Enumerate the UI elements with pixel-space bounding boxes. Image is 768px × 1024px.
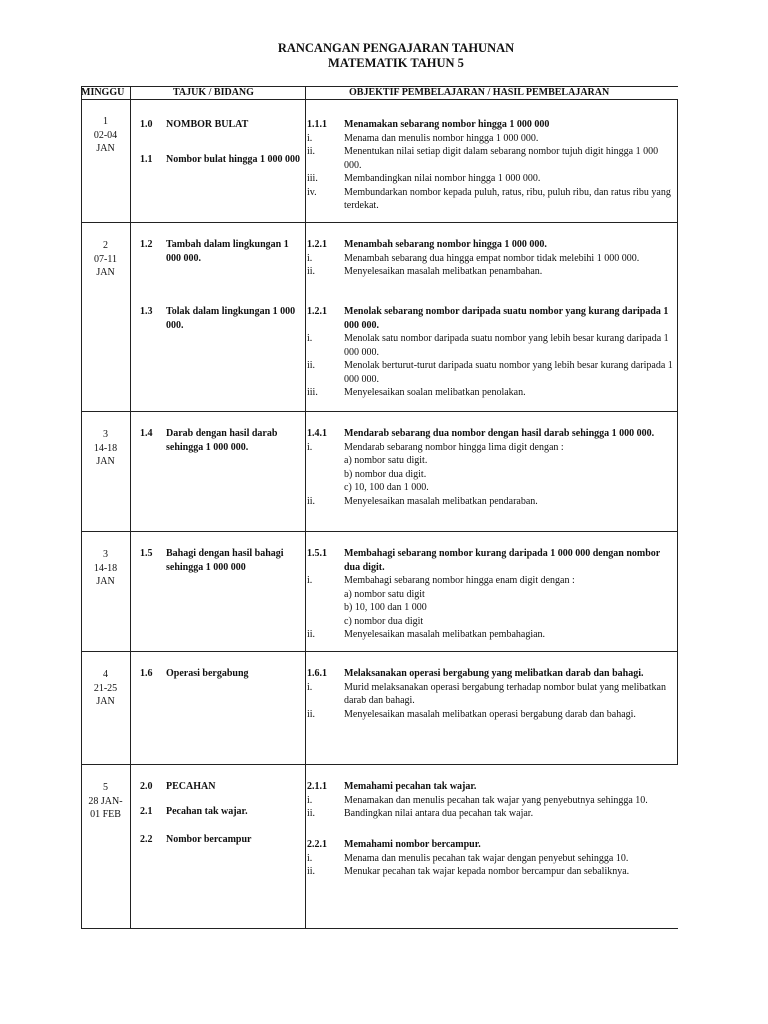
header-topic: TAJUK / BIDANG bbox=[173, 87, 254, 98]
item-text: Menyelesaikan masalah melibatkan pembahagian. bbox=[344, 629, 546, 640]
week-line: 01 FEB bbox=[90, 809, 121, 820]
topic-number: 1.5 bbox=[140, 548, 153, 559]
week-line: 3 bbox=[103, 549, 108, 560]
week-line: 21-25 bbox=[93, 682, 118, 694]
item-label: i. bbox=[307, 575, 313, 586]
objective-item bbox=[307, 132, 677, 146]
topic-number: 2.0 bbox=[140, 781, 153, 792]
objective-block bbox=[307, 238, 677, 279]
topic-number: 2.1 bbox=[140, 806, 153, 817]
table-row-divider bbox=[81, 411, 678, 412]
objective-number: 1.2.1 bbox=[307, 239, 327, 250]
table-row-divider bbox=[81, 928, 678, 929]
topic-text: Nombor bulat hingga 1 000 000 bbox=[166, 154, 301, 165]
item-label: ii. bbox=[307, 495, 316, 507]
lesson-plan-table bbox=[81, 86, 678, 928]
objective-number: 1.2.1 bbox=[307, 306, 327, 317]
objective-block bbox=[307, 780, 677, 821]
objective-item bbox=[307, 386, 677, 400]
objective-item bbox=[307, 681, 677, 708]
objective-item bbox=[307, 628, 677, 642]
week-line: 28 JAN- bbox=[88, 795, 123, 807]
topic-number: 2.2 bbox=[140, 834, 153, 845]
table-divider-week bbox=[130, 86, 131, 928]
item-label: iii. bbox=[307, 387, 318, 398]
topic-text: PECAHAN bbox=[166, 781, 216, 792]
week-line: 4 bbox=[103, 669, 108, 680]
objective-heading bbox=[307, 118, 677, 132]
objective-number: 1.6.1 bbox=[307, 668, 327, 679]
topic-text: Darab dengan hasil darab sehingga 1 000 000. bbox=[166, 428, 278, 453]
item-label: ii. bbox=[307, 629, 316, 640]
week-line: 3 bbox=[103, 429, 108, 440]
topic-text: Nombor bercampur bbox=[166, 834, 252, 845]
item-label: i. bbox=[307, 252, 313, 264]
item-label: ii. bbox=[307, 266, 316, 277]
item-subpoint: b) nombor dua digit. bbox=[344, 468, 427, 480]
objective-title: Melaksanakan operasi bergabung yang melibatkan darab dan bahagi. bbox=[344, 668, 644, 679]
objective-title: Menambah sebarang nombor hingga 1 000 000. bbox=[344, 239, 547, 250]
item-label: ii. bbox=[307, 708, 316, 720]
week-line: 02-04 bbox=[93, 129, 118, 141]
objective-title: Menolak sebarang nombor daripada suatu nombor yang kurang daripada 1 000 000. bbox=[344, 306, 669, 331]
item-label: ii. bbox=[307, 360, 316, 371]
objective-block bbox=[307, 305, 677, 400]
objective-block bbox=[307, 118, 677, 213]
objective-number: 1.4.1 bbox=[307, 428, 327, 439]
table-header-divider bbox=[81, 99, 678, 100]
topic-number: 1.4 bbox=[140, 428, 153, 439]
topic-text: NOMBOR BULAT bbox=[166, 119, 249, 130]
objective-item bbox=[307, 852, 677, 866]
item-text: Menama dan menulis nombor hingga 1 000 000. bbox=[344, 132, 539, 144]
objective-item bbox=[307, 574, 677, 588]
table-divider-topic bbox=[305, 86, 306, 928]
objective-block bbox=[307, 667, 677, 721]
item-text: Menyelesaikan soalan melibatkan penolakan. bbox=[344, 387, 526, 398]
objective-heading bbox=[307, 238, 677, 252]
objective-title: Membahagi sebarang nombor kurang daripada 1 000 000 dengan nombor dua digit. bbox=[344, 548, 661, 573]
item-label: i. bbox=[307, 794, 313, 806]
objective-item bbox=[307, 708, 677, 722]
item-text: Bandingkan nilai antara dua pecahan tak wajar. bbox=[344, 808, 534, 819]
week-line: JAN bbox=[96, 143, 115, 154]
objective-item bbox=[307, 265, 677, 279]
objective-heading bbox=[307, 838, 677, 852]
week-line: 5 bbox=[103, 782, 108, 793]
week-cell bbox=[81, 668, 130, 709]
item-text: Menyelesaikan masalah melibatkan pendaraban. bbox=[344, 495, 538, 507]
item-label: iii. bbox=[307, 173, 318, 184]
item-label: i. bbox=[307, 852, 313, 864]
table-border-right bbox=[677, 99, 678, 223]
week-cell bbox=[81, 239, 130, 280]
topic-number: 1.3 bbox=[140, 306, 153, 317]
week-line: JAN bbox=[96, 267, 115, 278]
objective-title: Mendarab sebarang dua nombor dengan hasil darab sehingga 1 000 000. bbox=[344, 428, 655, 439]
item-label: iv. bbox=[307, 186, 317, 198]
objective-block bbox=[307, 547, 677, 642]
objective-item bbox=[307, 441, 677, 455]
objective-number: 1.1.1 bbox=[307, 119, 327, 130]
item-text: Membundarkan nombor kepada puluh, ratus, ribu, puluh ribu, dan ratus ribu yang terdekat. bbox=[344, 186, 671, 211]
item-label: i. bbox=[307, 132, 313, 144]
objective-title: Menamakan sebarang nombor hingga 1 000 000 bbox=[344, 119, 550, 130]
item-text: Murid melaksanakan operasi bergabung terhadap nombor bulat yang melibatkan darab dan bahagi. bbox=[344, 681, 666, 706]
objective-item bbox=[307, 252, 677, 266]
objective-heading bbox=[307, 667, 677, 681]
table-row-divider bbox=[81, 651, 678, 652]
week-cell bbox=[81, 548, 130, 589]
week-line: JAN bbox=[96, 576, 115, 587]
item-label: i. bbox=[307, 681, 313, 693]
objective-item bbox=[307, 172, 677, 186]
topic-text: Tambah dalam lingkungan 1 000 000. bbox=[166, 239, 289, 264]
objective-heading bbox=[307, 547, 677, 574]
item-text: Mendarab sebarang nombor hingga lima digit dengan : bbox=[344, 441, 564, 453]
item-subpoint: a) nombor satu digit bbox=[344, 588, 425, 600]
item-text: Menambah sebarang dua hingga empat nombor tidak melebihi 1 000 000. bbox=[344, 252, 640, 264]
table-border-right bbox=[677, 532, 678, 652]
week-line: JAN bbox=[96, 696, 115, 707]
objective-number: 1.5.1 bbox=[307, 548, 327, 559]
table-border-right bbox=[677, 223, 678, 412]
objective-title: Memahami nombor bercampur. bbox=[344, 839, 481, 850]
item-text: Menukar pecahan tak wajar kepada nombor bercampur dan sebaliknya. bbox=[344, 866, 630, 877]
week-cell bbox=[81, 428, 130, 469]
item-text: Menolak satu nombor daripada suatu nombor yang lebih besar kurang daripada 1 000 000. bbox=[344, 333, 669, 358]
objective-item bbox=[307, 186, 677, 213]
document-title: RANCANGAN PENGAJARAN TAHUNAN bbox=[277, 41, 515, 55]
item-subpoint: c) nombor dua digit bbox=[344, 615, 424, 627]
objective-title: Memahami pecahan tak wajar. bbox=[344, 781, 477, 792]
item-label: ii. bbox=[307, 146, 316, 157]
objective-item bbox=[307, 332, 677, 359]
objective-item bbox=[307, 794, 677, 808]
objective-block bbox=[307, 838, 677, 879]
week-line: JAN bbox=[96, 456, 115, 467]
table-border-right bbox=[677, 652, 678, 765]
table-border-right bbox=[677, 412, 678, 532]
item-text: Menyelesaikan masalah melibatkan operasi bergabung darab dan bahagi. bbox=[344, 708, 636, 720]
topic-text: Tolak dalam lingkungan 1 000 000. bbox=[166, 306, 296, 331]
item-label: ii. bbox=[307, 866, 316, 877]
header-objective: OBJEKTIF PEMBELAJARAN / HASIL PEMBELAJARAN bbox=[349, 87, 610, 98]
item-label: ii. bbox=[307, 808, 316, 819]
topic-number: 1.0 bbox=[140, 119, 153, 130]
week-cell bbox=[81, 115, 130, 156]
item-text: Menama dan menulis pecahan tak wajar dengan penyebut sehingga 10. bbox=[344, 852, 629, 864]
objective-heading bbox=[307, 427, 677, 441]
objective-item bbox=[307, 359, 677, 386]
item-label: i. bbox=[307, 441, 313, 453]
topic-number: 1.6 bbox=[140, 668, 153, 679]
topic-text: Bahagi dengan hasil bahagi sehingga 1 000 000 bbox=[166, 548, 284, 573]
objective-block bbox=[307, 427, 677, 508]
week-cell bbox=[81, 781, 130, 822]
objective-item bbox=[307, 807, 677, 821]
week-line: 07-11 bbox=[94, 253, 117, 265]
objective-heading bbox=[307, 305, 677, 332]
item-label: i. bbox=[307, 333, 313, 344]
item-text: Menyelesaikan masalah melibatkan penambahan. bbox=[344, 266, 543, 277]
item-text: Membahagi sebarang nombor hingga enam digit dengan : bbox=[344, 575, 575, 586]
week-line: 2 bbox=[103, 240, 108, 251]
topic-number: 1.2 bbox=[140, 239, 153, 250]
table-row-divider bbox=[81, 531, 678, 532]
item-text: Menamakan dan menulis pecahan tak wajar yang penyebutnya sehingga 10. bbox=[344, 794, 648, 806]
objective-number: 2.2.1 bbox=[307, 839, 327, 850]
item-subpoint: c) 10, 100 dan 1 000. bbox=[344, 482, 429, 493]
item-text: Menentukan nilai setiap digit dalam sebarang nombor tujuh digit hingga 1 000 000. bbox=[344, 146, 659, 171]
item-subpoint: b) 10, 100 dan 1 000 bbox=[344, 602, 427, 613]
topic-number: 1.1 bbox=[140, 154, 153, 165]
week-line: 14-18 bbox=[93, 442, 118, 454]
week-line: 14-18 bbox=[93, 562, 118, 574]
item-text: Membandingkan nilai nombor hingga 1 000 000. bbox=[344, 173, 541, 184]
table-row-divider bbox=[81, 222, 678, 223]
objective-item bbox=[307, 495, 677, 509]
item-text: Menolak berturut-turut daripada suatu nombor yang lebih besar kurang daripada 1 000 000. bbox=[344, 360, 673, 385]
objective-heading bbox=[307, 780, 677, 794]
topic-text: Operasi bergabung bbox=[166, 668, 249, 679]
objective-item bbox=[307, 145, 677, 172]
header-week: MINGGU bbox=[81, 87, 125, 98]
objective-number: 2.1.1 bbox=[307, 781, 327, 792]
table-row-divider bbox=[81, 764, 678, 765]
document-subtitle: MATEMATIK TAHUN 5 bbox=[328, 56, 464, 70]
item-subpoint: a) nombor satu digit. bbox=[344, 455, 428, 466]
week-line: 1 bbox=[103, 116, 108, 127]
objective-item bbox=[307, 865, 677, 879]
topic-text: Pecahan tak wajar. bbox=[166, 806, 248, 817]
